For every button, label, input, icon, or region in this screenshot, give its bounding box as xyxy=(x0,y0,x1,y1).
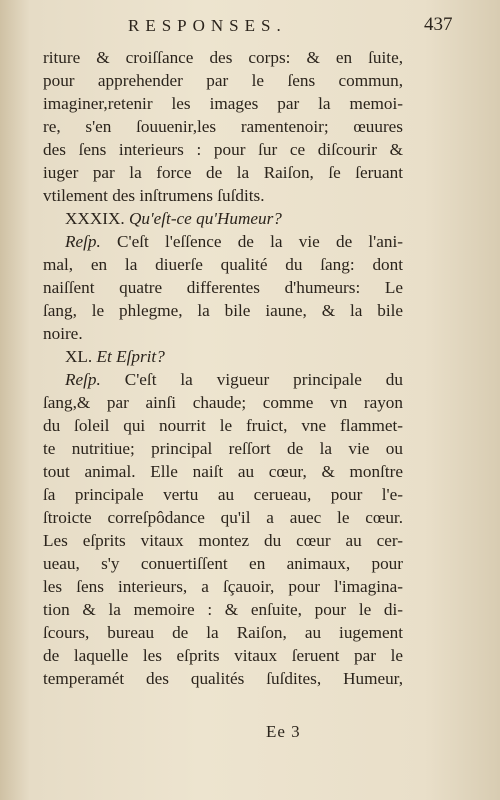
text-line: ueau, s'y conuertiſſent en animaux, pour xyxy=(43,554,403,573)
text-line: ſang,& par ainſi chaude; comme vn rayon xyxy=(43,393,403,412)
running-title: RESPONSES. xyxy=(128,16,287,35)
answer-text: C'eſt l'eſſence de la vie de l'ani- xyxy=(117,232,403,251)
text-line: naiſſent quatre differentes d'humeurs: Le xyxy=(43,278,403,297)
text-line: des ſens interieurs : pour ſur ce diſcourir & xyxy=(43,140,403,159)
text-line: imaginer,retenir les images par la memoi- xyxy=(43,94,403,113)
text-line: temperamét des qualités ſuſdites, Humeur, xyxy=(43,669,403,688)
text-line: te nutritiue; principal reſſort de la vie ou xyxy=(43,439,403,458)
text-line: ſcours, bureau de la Raiſon, au iugement xyxy=(43,623,403,642)
response-label: Reſp. xyxy=(65,370,101,389)
answer-text: C'eſt la vigueur principale du xyxy=(124,370,403,389)
signature-mark: Ee 3 xyxy=(266,722,301,741)
answer-first-line xyxy=(43,230,403,253)
question-number: XXXIX. xyxy=(65,209,125,228)
question-text: Et Eſprit? xyxy=(96,347,165,366)
answer-first-line xyxy=(43,368,403,391)
text-line: re, s'en ſouuenir,les ramentenoir; œuures xyxy=(43,117,403,136)
text-line: mal, en la diuerſe qualité du ſang: dont xyxy=(43,255,403,274)
question-number: XL. xyxy=(65,347,93,366)
text-line: vtilement des inſtrumens ſuſdits. xyxy=(43,186,265,205)
question-heading-40 xyxy=(43,345,403,368)
body-text xyxy=(43,46,403,690)
text-line: tout animal. Elle naiſt au cœur, & monſtre xyxy=(43,462,403,481)
text-line: Les eſprits vitaux montez du cœur au cer- xyxy=(43,531,403,550)
response-label: Reſp. xyxy=(65,232,101,251)
text-line: ſang, le phlegme, la bile iaune, & la bile xyxy=(43,301,403,320)
text-line: ſa principale vertu au cerueau, pour l'e- xyxy=(43,485,403,504)
question-heading-39 xyxy=(43,207,403,230)
text-line: tion & la memoire : & enſuite, pour le di- xyxy=(43,600,403,619)
text-line: du ſoleil qui nourrit le fruict, vne flammet- xyxy=(43,416,403,435)
page-footer xyxy=(0,722,500,746)
page-header xyxy=(0,16,500,40)
text-line: noire. xyxy=(43,324,83,343)
text-line: riture & croiſſance des corps: & en ſuite, xyxy=(43,48,403,67)
text-line: pour apprehender par le ſens commun, xyxy=(43,71,403,90)
text-line: les ſens interieurs, a ſçauoir, pour l'imagina- xyxy=(43,577,403,596)
text-line: iuger par la force de la Raiſon, ſe ſeruant xyxy=(43,163,403,182)
text-line: de laquelle les eſprits vitaux ſeruent par le xyxy=(43,646,403,665)
page-number: 437 xyxy=(424,14,453,35)
question-text: Qu'eſt-ce qu'Humeur? xyxy=(128,209,282,228)
text-line: ſtroicte correſpôdance qu'il a auec le cœur. xyxy=(43,508,403,527)
